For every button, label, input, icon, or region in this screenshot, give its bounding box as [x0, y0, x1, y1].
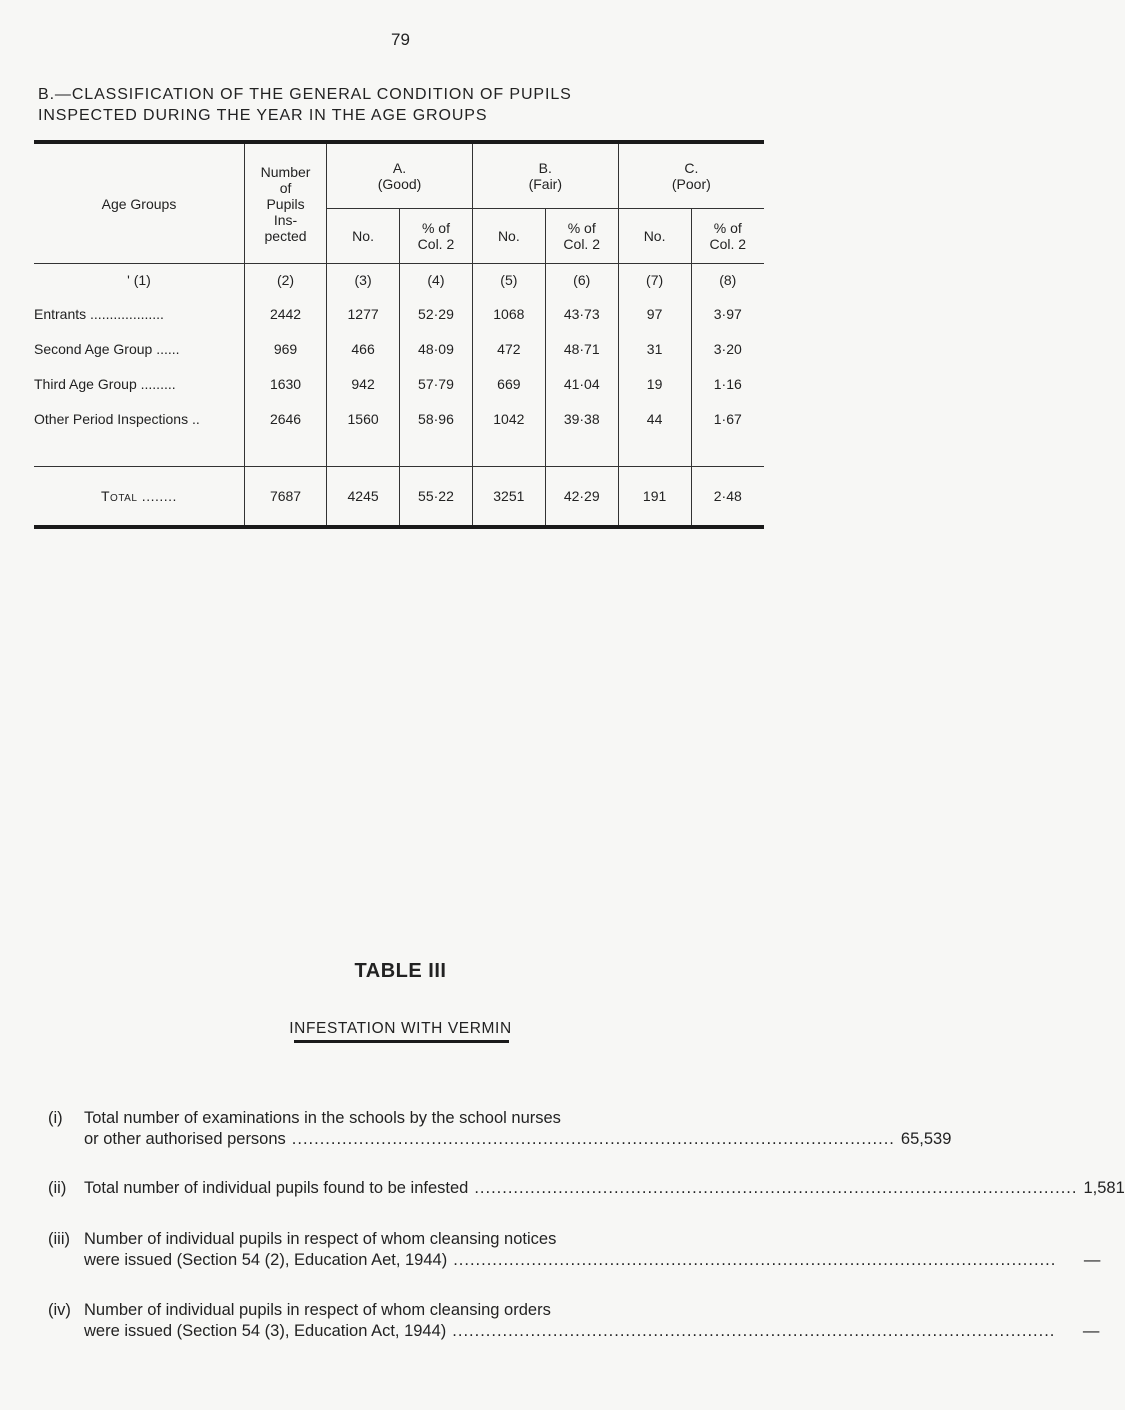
cell: 472 — [472, 331, 545, 366]
item-value: — — [1083, 1251, 1101, 1269]
row-label: Second Age Group ...... — [34, 340, 180, 357]
cell: 7687 — [244, 467, 326, 528]
cell: 97 — [618, 296, 691, 331]
total-label: Total ........ — [34, 467, 244, 528]
cell: 191 — [618, 467, 691, 528]
cell: 1068 — [472, 296, 545, 331]
item-number: (iii) — [48, 1230, 70, 1248]
item-text-line-1: Number of individual pupils in respect of whom cleansing notices — [84, 1230, 557, 1248]
cell: 48·71 — [545, 331, 618, 366]
cell: 4245 — [327, 467, 400, 528]
header-age-groups: Age Groups — [34, 142, 244, 264]
table-iii-subtitle: INFESTATION WITH VERMIN — [289, 1020, 512, 1037]
item-text-line-1: Total number of individual pupils found to be infested — [84, 1179, 469, 1197]
item-value: 1,581 — [1083, 1179, 1125, 1197]
header-poor-pct: % of Col. 2 — [691, 209, 764, 264]
item-number: (iv) — [48, 1301, 71, 1319]
col-num-6: (6) — [545, 264, 618, 297]
table-row — [34, 296, 764, 331]
cell: 57·79 — [400, 366, 473, 401]
item-number: (ii) — [48, 1179, 67, 1197]
section-heading — [38, 84, 572, 126]
header-group-fair: B. (Fair) — [472, 142, 618, 209]
cell: 669 — [472, 366, 545, 401]
cell: 1630 — [244, 366, 326, 401]
col-num-7: (7) — [618, 264, 691, 297]
item-text-line-1: Total number of examinations in the schools by the school nurses — [84, 1109, 561, 1127]
header-number-inspected: Number of Pupils Ins- pected — [244, 142, 326, 264]
item-text-line-2: were issued (Section 54 (2), Education Aet, 1944) — [84, 1251, 448, 1269]
header-fair-no: No. — [472, 209, 545, 264]
cell: 2442 — [244, 296, 326, 331]
row-label: Other Period Inspections .. — [34, 410, 200, 427]
cell: 19 — [618, 366, 691, 401]
total-row — [34, 467, 764, 528]
col-num-2: (2) — [244, 264, 326, 297]
cell: 969 — [244, 331, 326, 366]
heading-line-2: INSPECTED DURING THE YEAR IN THE AGE GROUPS — [38, 107, 488, 124]
cell: 1·67 — [691, 401, 764, 436]
cell: 52·29 — [400, 296, 473, 331]
cell: 3·20 — [691, 331, 764, 366]
cell: 3251 — [472, 467, 545, 528]
table-row — [34, 331, 764, 366]
cell: 39·38 — [545, 401, 618, 436]
item-number: (i) — [48, 1109, 63, 1127]
cell: 466 — [327, 331, 400, 366]
table-row — [34, 366, 764, 401]
spacer-row — [34, 436, 764, 467]
cell: 55·22 — [400, 467, 473, 528]
cell: 48·09 — [400, 331, 473, 366]
cell: 43·73 — [545, 296, 618, 331]
item-text-line-1: Number of individual pupils in respect of whom cleansing orders — [84, 1301, 551, 1319]
row-label: Third Age Group ......... — [34, 375, 176, 392]
cell: 41·04 — [545, 366, 618, 401]
cell: 58·96 — [400, 401, 473, 436]
list-item: (i) Total number of examinations in the schools by the school nurses or other authorised persons ............................................................................................................ 65,539 — [48, 1109, 952, 1148]
list-item: (ii) Total number of individual pupils found to be infested ............................................................................................................ 1,581 — [48, 1179, 1125, 1197]
classification-table — [34, 140, 764, 529]
cell: 3·97 — [691, 296, 764, 331]
cell: 31 — [618, 331, 691, 366]
cell: 44 — [618, 401, 691, 436]
item-text-line-2: or other authorised persons — [84, 1130, 286, 1148]
col-num-3: (3) — [327, 264, 400, 297]
col-num-5: (5) — [472, 264, 545, 297]
cell: 942 — [327, 366, 400, 401]
table-row — [34, 401, 764, 436]
cell: 1·16 — [691, 366, 764, 401]
header-group-poor: C. (Poor) — [618, 142, 764, 209]
header-good-pct: % of Col. 2 — [400, 209, 473, 264]
col-num-1: ' (1) — [127, 272, 151, 288]
heading-line-1: B.—CLASSIFICATION OF THE GENERAL CONDITION OF PUPILS — [38, 86, 572, 103]
header-good-no: No. — [327, 209, 400, 264]
header-fair-pct: % of Col. 2 — [545, 209, 618, 264]
list-item: (iv) Number of individual pupils in respect of whom cleansing orders were issued (Section 54 (3), Education Act, 1944) ............................................................................................................ — — [48, 1301, 1100, 1340]
cell: 42·29 — [545, 467, 618, 528]
cell: 1277 — [327, 296, 400, 331]
table-iii-title: TABLE III — [354, 960, 447, 982]
cell: 2·48 — [691, 467, 764, 528]
list-item: (iii) Number of individual pupils in respect of whom cleansing notices were issued (Section 54 (2), Education Aet, 1944) ............................................................................................................ — — [48, 1230, 1101, 1269]
item-value: — — [1082, 1322, 1100, 1340]
cell: 1042 — [472, 401, 545, 436]
cell: 1560 — [327, 401, 400, 436]
col-num-4: (4) — [400, 264, 473, 297]
subtitle-underline — [294, 1040, 509, 1043]
header-poor-no: No. — [618, 209, 691, 264]
page-number: 79 — [391, 30, 410, 49]
item-text-line-2: were issued (Section 54 (3), Education Act, 1944) — [84, 1322, 447, 1340]
column-number-row — [34, 264, 764, 297]
header-group-good: A. (Good) — [327, 142, 473, 209]
row-label: Entrants ................... — [34, 305, 164, 322]
item-value: 65,539 — [900, 1130, 952, 1148]
cell: 2646 — [244, 401, 326, 436]
col-num-8: (8) — [691, 264, 764, 297]
